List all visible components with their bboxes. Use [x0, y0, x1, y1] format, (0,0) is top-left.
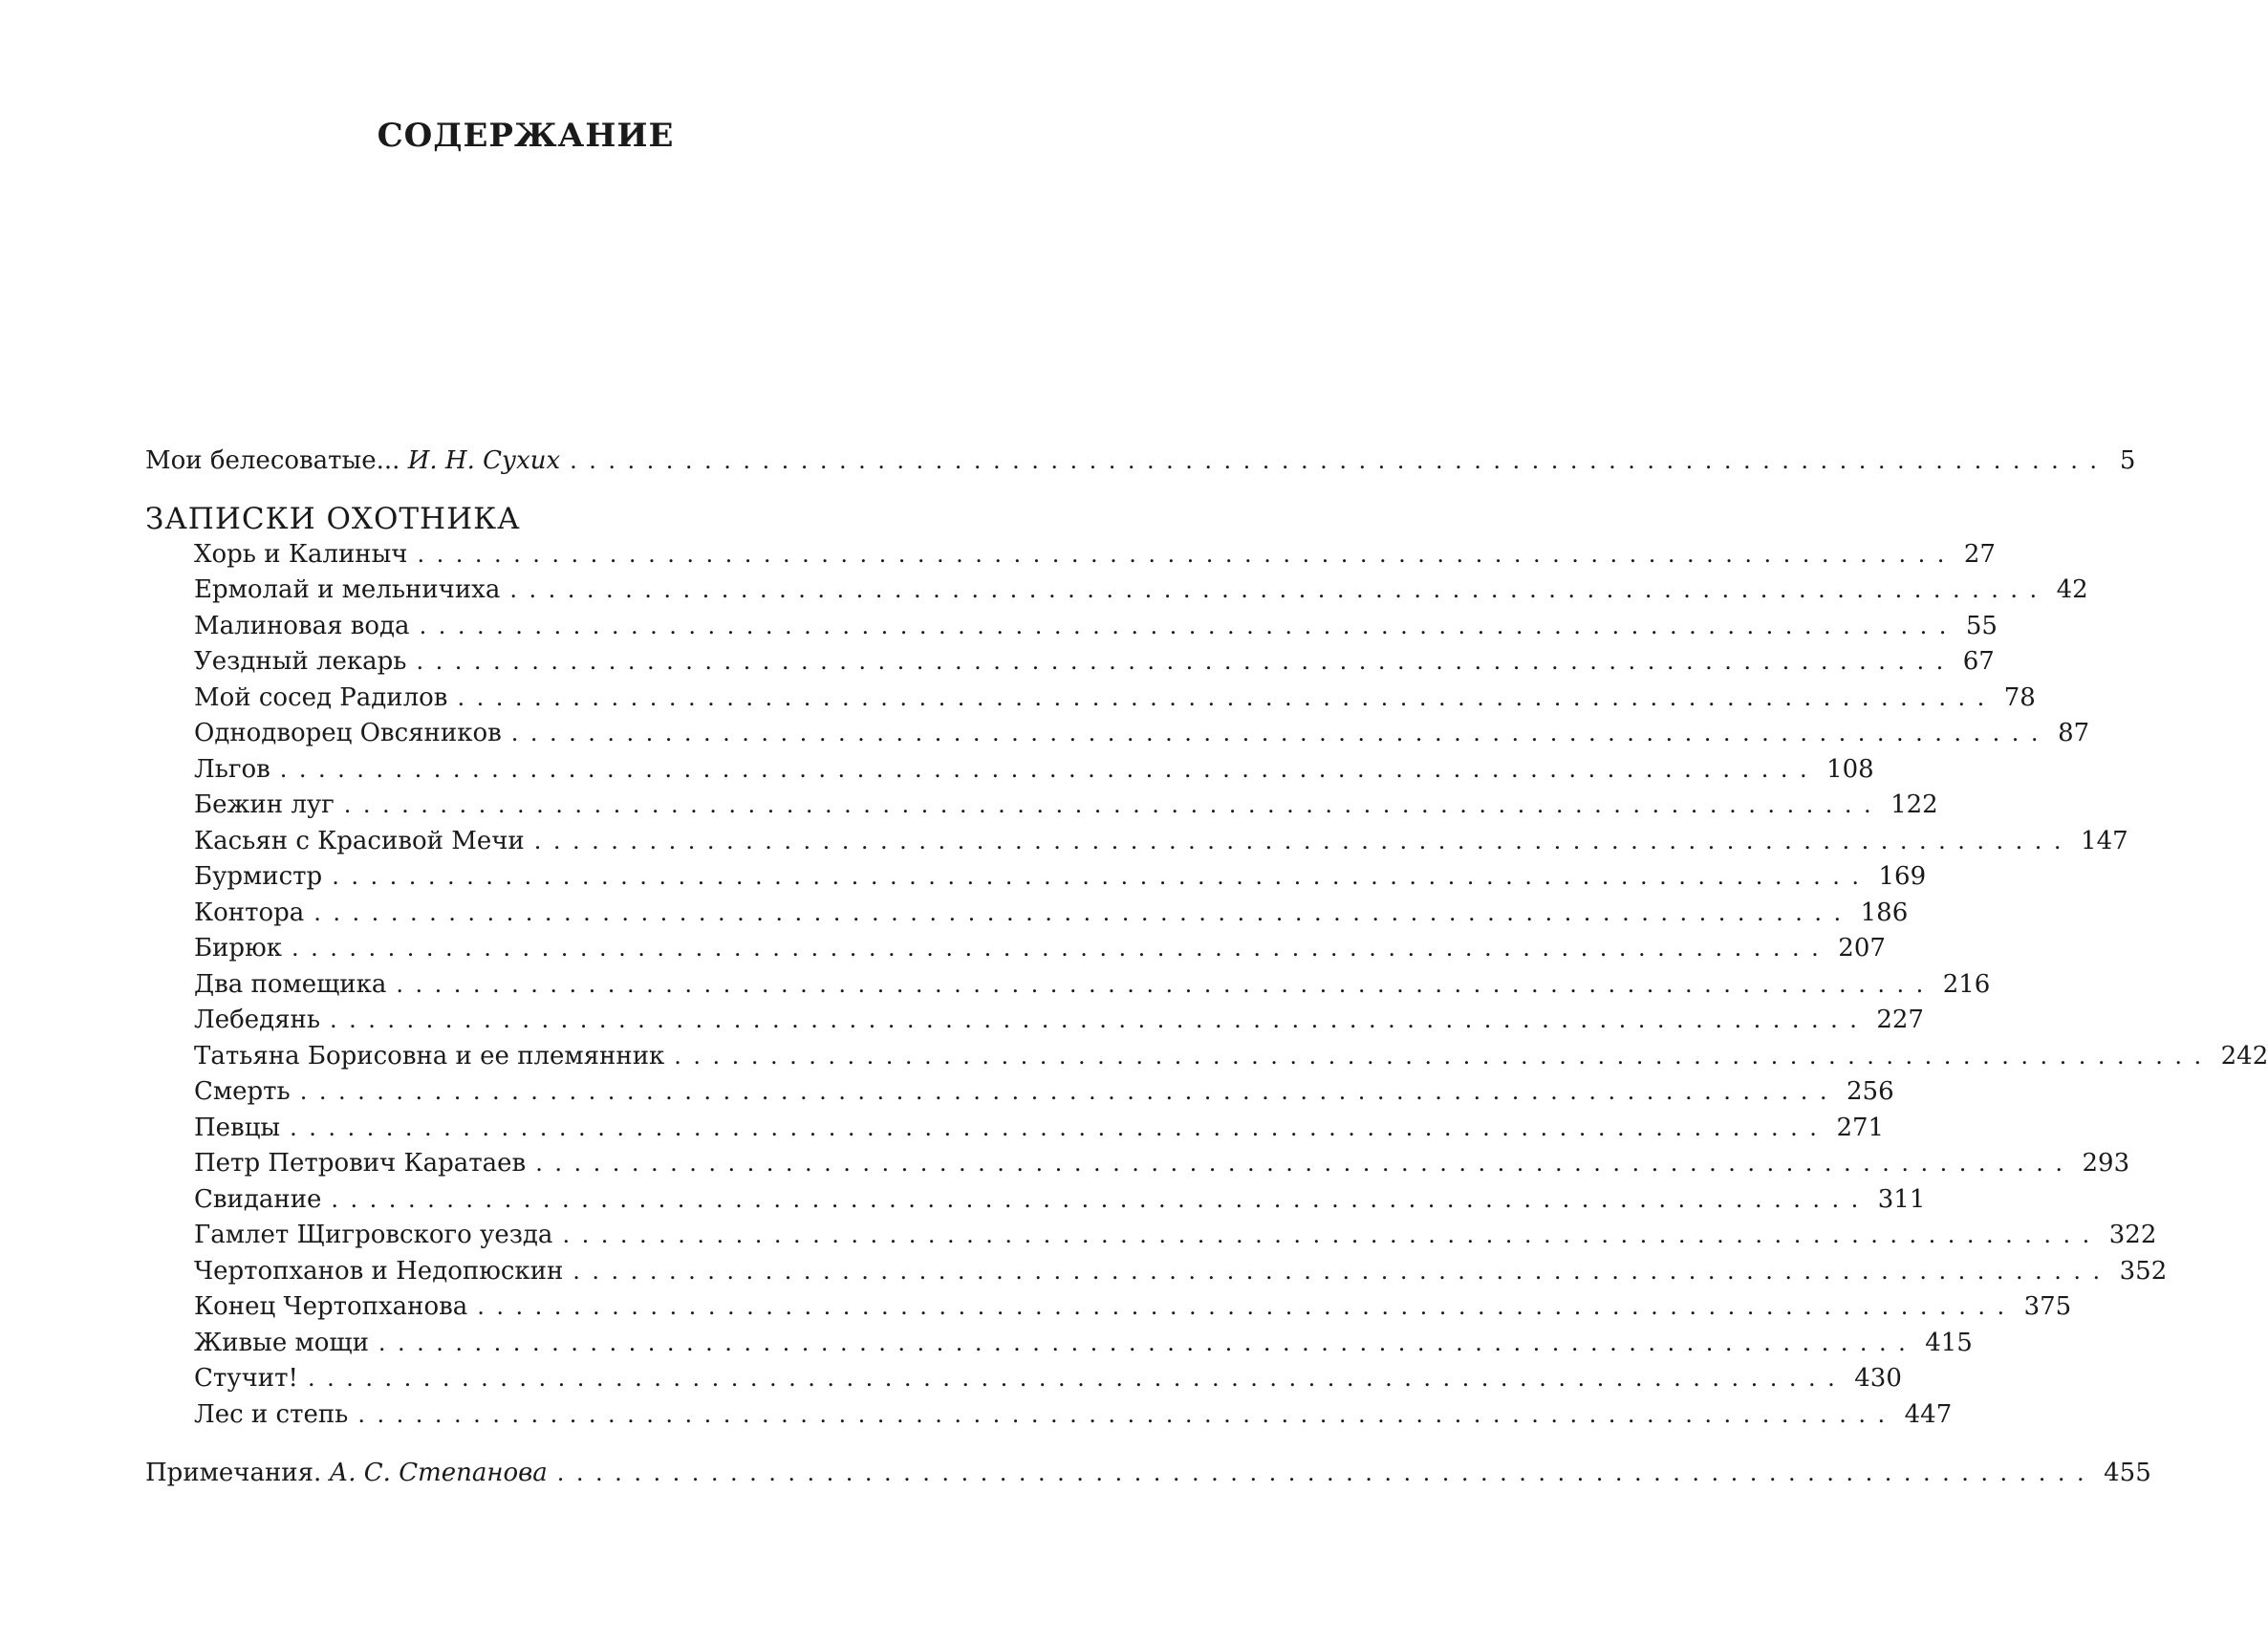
toc-entry[interactable] [145, 609, 1998, 645]
toc-entry-title: Гамлет Щигровского уезда [194, 1221, 553, 1249]
toc-entry-title: Хорь и Калиныч [194, 539, 408, 569]
dot-leader: ................................................................................ [533, 827, 2074, 854]
dot-leader: ................................................................................ [299, 1078, 1839, 1105]
toc-entry-title: Татьяна Борисовна и ее племянник [194, 1041, 665, 1071]
toc-entry-title: Чертопханов и Недопюскин [194, 1256, 564, 1286]
toc-entry-page: 27 [1963, 539, 1996, 569]
toc-entry-title: Лебедянь [194, 1006, 321, 1034]
toc-entry-title: Лес и степь [194, 1399, 349, 1429]
toc-items-list [145, 537, 2268, 1434]
toc-entry-title: Льгов [194, 754, 270, 784]
dot-leader: ................................................................................ [313, 898, 1853, 926]
toc-entry[interactable] [145, 859, 1927, 896]
dot-leader: ................................................................................ [357, 1400, 1897, 1428]
toc-entry-page: 122 [1890, 790, 1938, 819]
toc-entry-title: Петр Петрович Каратаев [194, 1149, 527, 1178]
toc-entry[interactable] [145, 752, 1874, 789]
toc-entry-title: Смерть [194, 1077, 291, 1106]
dot-leader: ................................................................................ [307, 1365, 1847, 1392]
toc-entry[interactable] [145, 716, 2090, 752]
toc-entry-page: 147 [2081, 826, 2128, 855]
dot-leader: ................................................................................ [674, 1042, 2214, 1070]
toc-entry-title: Конец Чертопханова [194, 1292, 468, 1321]
toc-entry-page: 271 [1836, 1113, 1885, 1142]
toc-entry-title: Касьян с Красивой Мечи [194, 826, 525, 855]
dot-leader: ................................................................................ [378, 1329, 1918, 1356]
dot-leader: ................................................................................ [556, 1460, 2097, 1486]
toc-entry[interactable] [145, 681, 2036, 717]
toc-entry-page: 311 [1877, 1184, 1926, 1214]
toc-entry-title: Однодворец Овсяников [194, 719, 502, 747]
dot-leader: ................................................................................ [331, 1185, 1870, 1213]
toc-entry-page: 375 [2023, 1292, 2072, 1321]
toc-entry[interactable] [145, 1254, 2168, 1290]
toc-entry-page: 78 [2003, 682, 2036, 712]
dot-leader: ................................................................................ [477, 1293, 2017, 1320]
toc-entry-page: 169 [1878, 862, 1927, 891]
dot-leader: ................................................................................ [457, 683, 1997, 711]
toc-entry-title: Свидание [194, 1184, 322, 1214]
toc-entry-title: Бежин луг [194, 790, 335, 819]
toc-entry-title: Ермолай и мельничиха [194, 575, 501, 604]
toc-entry[interactable] [145, 896, 1909, 932]
toc-entry[interactable] [145, 788, 1938, 824]
toc-entry-page: 415 [1925, 1328, 1973, 1357]
dot-leader: ................................................................................ [332, 863, 1871, 890]
toc-entry-page: 430 [1854, 1364, 1902, 1393]
table-of-contents [145, 443, 2268, 1492]
toc-entry-page: 108 [1826, 754, 1874, 784]
toc-entry[interactable] [145, 1003, 1924, 1039]
toc-entry-title: Бурмистр [194, 862, 323, 891]
toc-entry-page: 227 [1876, 1006, 1924, 1034]
toc-entry[interactable] [145, 967, 1991, 1004]
toc-entry-title: Уездный лекарь [194, 647, 407, 676]
toc-entry-page: 293 [2082, 1149, 2130, 1178]
toc-entry-page: 87 [2058, 719, 2090, 747]
dot-leader: ................................................................................ [509, 576, 2049, 603]
dot-leader: ................................................................................ [290, 1114, 1829, 1141]
toc-entry[interactable] [145, 1397, 1953, 1434]
dot-leader: ................................................................................ [562, 1222, 2102, 1248]
dot-leader: ................................................................................ [419, 612, 1958, 639]
toc-entry[interactable] [145, 1074, 1894, 1111]
toc-entry-title: Певцы [194, 1113, 281, 1142]
dot-leader: ................................................................................ [510, 720, 2051, 746]
toc-entry-page: 186 [1860, 898, 1909, 927]
toc-entry[interactable] [145, 824, 2128, 860]
toc-entry-intro[interactable] [145, 443, 2136, 480]
section-heading: ЗАПИСКИ ОХОТНИКА [145, 501, 521, 536]
toc-entry-page: 322 [2108, 1221, 2157, 1249]
toc-entry-page: 42 [2056, 575, 2088, 604]
toc-entry-notes[interactable] [145, 1456, 2151, 1492]
toc-entry-page: 67 [1962, 647, 1995, 676]
toc-entry-page: 207 [1838, 934, 1886, 963]
toc-entry-title: Мой сосед Радилов [194, 682, 448, 712]
toc-entry[interactable] [145, 1361, 1902, 1397]
toc-entry[interactable] [145, 1182, 1926, 1219]
toc-entry[interactable] [145, 644, 1995, 681]
toc-entry[interactable] [145, 1289, 2072, 1326]
toc-entry-author: А. С. Степанова [329, 1459, 548, 1487]
toc-entry-page: 256 [1847, 1077, 1894, 1106]
toc-entry-title: Стучит! [194, 1364, 298, 1393]
toc-entry-title: Малиновая вода [194, 611, 410, 640]
dot-leader: ................................................................................ [570, 447, 2109, 474]
toc-entry-page: 447 [1904, 1399, 1953, 1429]
toc-entry-page: 5 [2119, 446, 2136, 475]
dot-leader: ................................................................................ [291, 935, 1831, 962]
dot-leader: ................................................................................ [535, 1150, 2075, 1177]
toc-entry-page: 216 [1942, 969, 1991, 999]
page-title: СОДЕРЖАНИЕ [377, 117, 675, 155]
toc-entry-title: Мои белесоватые... И. Н. Сухих [145, 446, 561, 475]
toc-entry-title: Примечания. А. С. Степанова [145, 1459, 548, 1487]
dot-leader: ................................................................................ [343, 791, 1884, 818]
toc-entry[interactable] [145, 1326, 1973, 1362]
dot-leader: ................................................................................ [572, 1257, 2112, 1285]
toc-entry[interactable] [145, 1146, 2130, 1182]
toc-entry[interactable] [145, 573, 2088, 609]
dot-leader: ................................................................................ [279, 755, 1820, 783]
toc-entry-page: 352 [2119, 1256, 2168, 1286]
toc-entry-title: Живые мощи [194, 1328, 369, 1357]
toc-entry-author: И. Н. Сухих [407, 446, 561, 475]
toc-entry-page: 242 [2220, 1041, 2268, 1071]
dot-leader: ................................................................................ [416, 648, 1955, 675]
dot-leader: ................................................................................ [417, 540, 1956, 568]
toc-entry-page: 455 [2104, 1459, 2151, 1487]
dot-leader: ................................................................................ [396, 970, 1935, 998]
toc-entry-title: Контора [194, 898, 305, 927]
toc-entry[interactable] [145, 537, 1996, 573]
toc-entry[interactable] [145, 1111, 1885, 1147]
toc-entry-page: 55 [1965, 611, 1998, 640]
toc-entry-title: Два помещика [194, 969, 387, 999]
toc-entry[interactable] [145, 1039, 2268, 1075]
toc-entry-title: Бирюк [194, 934, 282, 963]
toc-entry[interactable] [145, 931, 1886, 967]
dot-leader: ................................................................................ [330, 1006, 1869, 1033]
toc-entry[interactable] [145, 1218, 2157, 1254]
